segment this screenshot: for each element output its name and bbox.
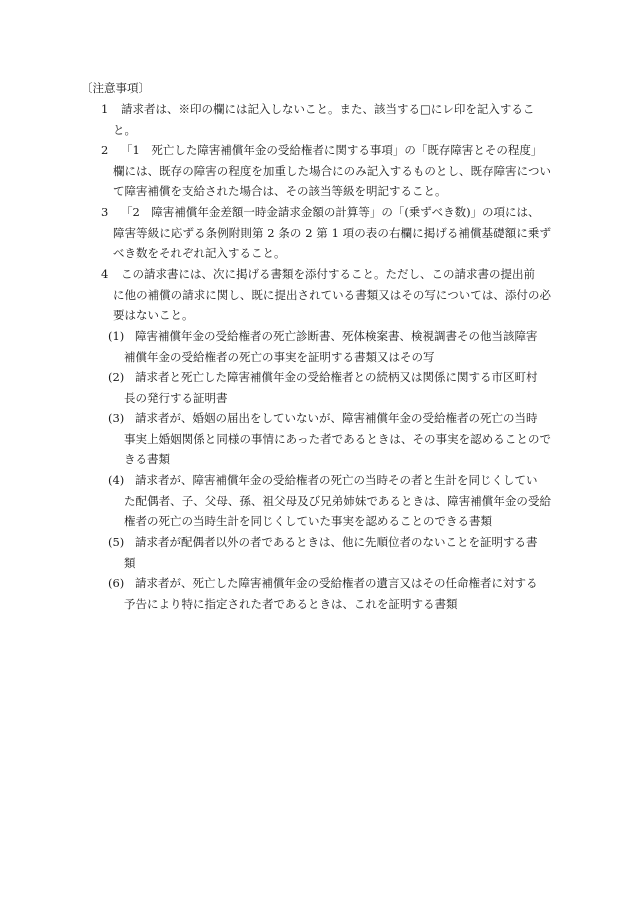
attachment-number: (5) (108, 535, 125, 549)
note-item-4 (101, 264, 551, 326)
attachment-number: (1) (108, 329, 125, 343)
attachment-number: (2) (108, 370, 125, 384)
note-text-continuation: 障害等級に応ずる条例附則第 2 条の 2 第 1 項の表の右欄に掲げる補償基礎額に乗ずべき数をそれぞれ記入すること。 (113, 225, 551, 260)
attachment-item-2 (101, 367, 551, 408)
note-text-first-line: 「2 障害補償年金差額一時金請求金額の計算等」の「(乗ずべき数)」の項には、 (121, 205, 540, 219)
attachment-item-5 (101, 532, 551, 573)
attachment-item-1 (101, 326, 551, 367)
note-number: 2 (101, 143, 109, 157)
note-number: 1 (101, 102, 109, 116)
notes-heading: 〔注意事項〕 (81, 81, 150, 95)
attachment-text-continuation: 事実上婚姻関係と同様の事情にあった者であるときは、その事実を認めることのできる書類 (124, 431, 551, 466)
attachment-number: (4) (108, 473, 125, 487)
note-text-first-line: 「1 死亡した障害補償年金の受給権者に関する事項」の「既存障害とその程度」 (121, 143, 543, 157)
note-text-continuation: に他の補償の請求に関し、既に提出されている書類又はその写については、添付の必要はないこと。 (113, 287, 551, 322)
attachment-text-first-line: 請求者が配偶者以外の者であるときは、他に先順位者のないことを証明する書 (135, 535, 538, 549)
attachment-text-first-line: 請求者が、障害補償年金の受給権者の死亡の当時その者と生計を同じくしてい (135, 473, 538, 487)
attachment-text-continuation: た配偶者、子、父母、孫、祖父母及び兄弟姉妹であるときは、障害補償年金の受給権者の死亡の当時生計を同じくしていた事実を認めることのできる書類 (124, 493, 551, 528)
attachment-text-continuation: 予告により特に指定された者であるときは、これを証明する書類 (124, 596, 458, 611)
attachment-item-4 (101, 470, 551, 532)
note-text-continuation: 欄には、既存の障害の程度を加重した場合にのみ記入するものとし、既存障害について障害補償を支給された場合は、その該当等級を明記すること。 (113, 163, 551, 198)
note-number: 3 (101, 205, 109, 219)
note-text-first-line: 請求者は、※印の欄には記入しないこと。また、該当する□にレ印を記入するこ (121, 102, 535, 116)
attachment-text-first-line: 請求者が、死亡した障害補償年金の受給権者の遺言又はその任命権者に対する (135, 576, 538, 590)
attachment-text-first-line: 請求者が、婚姻の届出をしていないが、障害補償年金の受給権者の死亡の当時 (135, 411, 538, 425)
attachment-text-continuation: 類 (124, 555, 136, 570)
note-text-first-line: この請求書には、次に掲げる書類を添付すること。ただし、この請求書の提出前 (121, 267, 535, 281)
note-text-continuation: と。 (113, 122, 136, 137)
note-item-1 (101, 99, 551, 140)
attachment-number: (3) (108, 411, 125, 425)
attachment-text-first-line: 請求者と死亡した障害補償年金の受給権者との続柄又は関係に関する市区町村 (135, 370, 538, 384)
note-item-2 (101, 140, 551, 202)
attachment-text-continuation: 長の発行する証明書 (124, 390, 228, 405)
attachment-text-continuation: 補償年金の受給権者の死亡の事実を証明する書類又はその写 (124, 349, 435, 364)
attachment-item-3 (101, 408, 551, 470)
note-item-3 (101, 202, 551, 264)
attachment-number: (6) (108, 576, 125, 590)
attachment-item-6 (101, 573, 551, 614)
attachment-text-first-line: 障害補償年金の受給権者の死亡診断書、死体検案書、検視調書その他当該障害 (135, 329, 538, 343)
note-number: 4 (101, 267, 109, 281)
